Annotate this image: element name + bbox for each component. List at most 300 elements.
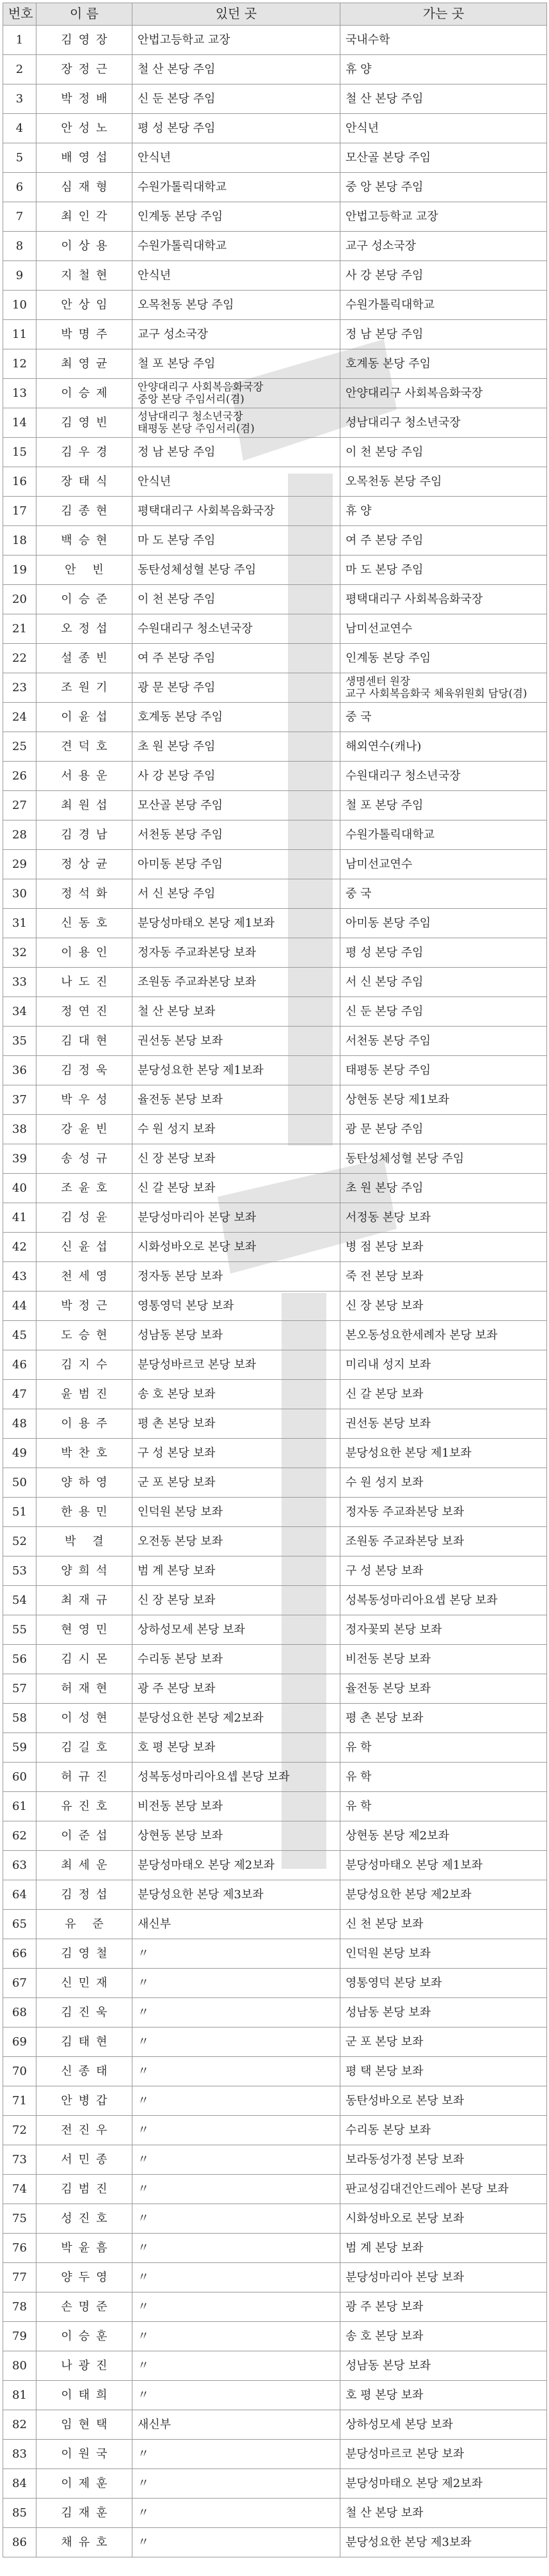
cell-new-post: 구 성 본당 보좌 xyxy=(340,1556,547,1586)
table-row xyxy=(3,1851,547,1880)
cell-new-post: 율전동 본당 보좌 xyxy=(340,1674,547,1704)
table-row xyxy=(3,1292,547,1321)
assignment-sheet xyxy=(3,3,546,2557)
cell-new-post: 철 포 본당 주임 xyxy=(340,791,547,820)
table-row xyxy=(3,143,547,173)
table-row xyxy=(3,2116,547,2145)
cell-number: 56 xyxy=(3,1645,36,1674)
table-row xyxy=(3,673,547,703)
cell-number: 10 xyxy=(3,291,36,320)
cell-name: 한용민 xyxy=(36,1498,132,1527)
cell-name: 정석화 xyxy=(36,879,132,909)
cell-previous-post: 송 호 본당 보좌 xyxy=(132,1380,340,1409)
cell-new-post: 비전동 본당 보좌 xyxy=(340,1645,547,1674)
cell-previous-post: 모산골 본당 주임 xyxy=(132,791,340,820)
cell-name: 윤범진 xyxy=(36,1380,132,1409)
cell-previous-post: 구 성 본당 보좌 xyxy=(132,1439,340,1468)
table-row xyxy=(3,202,547,232)
cell-previous-post: 수원가톨릭대학교 xyxy=(132,232,340,261)
cell-new-post: 휴 양 xyxy=(340,55,547,84)
table-row xyxy=(3,1880,547,1910)
cell-name: 김범진 xyxy=(36,2175,132,2204)
cell-number: 38 xyxy=(3,1115,36,1144)
cell-name: 유 준 xyxy=(36,1910,132,1939)
table-row xyxy=(3,1998,547,2028)
cell-previous-post: 분당성요한 본당 제1보좌 xyxy=(132,1056,340,1085)
cell-new-post: 모산골 본당 주임 xyxy=(340,143,547,173)
cell-previous-post: 〃 xyxy=(132,2292,340,2322)
table-row xyxy=(3,1174,547,1203)
cell-name: 김영빈 xyxy=(36,408,132,438)
cell-new-post: 초 원 본당 주임 xyxy=(340,1174,547,1203)
cell-number: 75 xyxy=(3,2204,36,2234)
cell-new-post: 생명센터 원장 교구 사회복음화국 체육위원회 담당(겸) xyxy=(340,673,547,703)
cell-number: 21 xyxy=(3,614,36,644)
cell-name: 이성현 xyxy=(36,1704,132,1733)
cell-new-post: 판교성김대건안드레아 본당 보좌 xyxy=(340,2175,547,2204)
table-row xyxy=(3,1321,547,1350)
cell-name: 신윤섭 xyxy=(36,1233,132,1262)
cell-previous-post: 철 산 본당 주임 xyxy=(132,55,340,84)
cell-number: 9 xyxy=(3,261,36,291)
cell-number: 67 xyxy=(3,1969,36,1998)
cell-new-post: 안식년 xyxy=(340,114,547,143)
cell-previous-post: 〃 xyxy=(132,2116,340,2145)
cell-name: 천세영 xyxy=(36,1262,132,1292)
cell-number: 81 xyxy=(3,2381,36,2410)
cell-number: 22 xyxy=(3,644,36,673)
cell-previous-post: 새신부 xyxy=(132,1910,340,1939)
table-row xyxy=(3,556,547,585)
cell-name: 박우성 xyxy=(36,1085,132,1115)
table-row xyxy=(3,526,547,556)
table-row xyxy=(3,614,547,644)
cell-previous-post: 분당성마태오 본당 제1보좌 xyxy=(132,909,340,938)
cell-name: 성진호 xyxy=(36,2204,132,2234)
cell-previous-post: 이 천 본당 주임 xyxy=(132,585,340,614)
table-row xyxy=(3,1939,547,1969)
cell-number: 3 xyxy=(3,84,36,114)
cell-name: 안병갑 xyxy=(36,2086,132,2116)
cell-name: 정연진 xyxy=(36,997,132,1027)
cell-new-post: 안양대리구 사회복음화국장 xyxy=(340,379,547,408)
table-row xyxy=(3,1027,547,1056)
cell-number: 72 xyxy=(3,2116,36,2145)
cell-number: 20 xyxy=(3,585,36,614)
cell-name: 이용주 xyxy=(36,1409,132,1439)
cell-previous-post: 수원대리구 청소년국장 xyxy=(132,614,340,644)
cell-name: 박정근 xyxy=(36,1292,132,1321)
cell-new-post: 죽 전 본당 보좌 xyxy=(340,1262,547,1292)
cell-new-post: 사 강 본당 주임 xyxy=(340,261,547,291)
cell-new-post: 교구 성소국장 xyxy=(340,232,547,261)
cell-new-post: 시화성바오로 본당 보좌 xyxy=(340,2204,547,2234)
cell-number: 68 xyxy=(3,1998,36,2028)
table-row xyxy=(3,232,547,261)
cell-name: 신민재 xyxy=(36,1969,132,1998)
cell-previous-post: 호계동 본당 주임 xyxy=(132,703,340,732)
table-row xyxy=(3,408,547,438)
cell-new-post: 성복동성마리아요셉 본당 보좌 xyxy=(340,1586,547,1615)
cell-name: 배영섭 xyxy=(36,143,132,173)
cell-number: 29 xyxy=(3,850,36,879)
table-row xyxy=(3,2057,547,2086)
cell-number: 42 xyxy=(3,1233,36,1262)
table-row xyxy=(3,1527,547,1556)
cell-name: 나광진 xyxy=(36,2351,132,2381)
table-row xyxy=(3,2234,547,2263)
cell-number: 49 xyxy=(3,1439,36,1468)
cell-new-post: 마 도 본당 주임 xyxy=(340,556,547,585)
cell-new-post: 평 성 본당 주임 xyxy=(340,938,547,968)
table-row xyxy=(3,1115,547,1144)
cell-name: 조윤호 xyxy=(36,1174,132,1203)
cell-previous-post: 〃 xyxy=(132,2234,340,2263)
cell-new-post: 아미동 본당 주임 xyxy=(340,909,547,938)
table-row xyxy=(3,997,547,1027)
cell-number: 35 xyxy=(3,1027,36,1056)
cell-number: 6 xyxy=(3,173,36,202)
cell-previous-post: 오전동 본당 보좌 xyxy=(132,1527,340,1556)
table-row xyxy=(3,320,547,349)
cell-number: 64 xyxy=(3,1880,36,1910)
cell-name: 김시몬 xyxy=(36,1645,132,1674)
cell-name: 지철현 xyxy=(36,261,132,291)
cell-new-post: 안법고등학교 교장 xyxy=(340,202,547,232)
cell-previous-post: 인계동 본당 주임 xyxy=(132,202,340,232)
table-row xyxy=(3,261,547,291)
cell-number: 25 xyxy=(3,732,36,762)
cell-previous-post: 신 둔 본당 주임 xyxy=(132,84,340,114)
cell-new-post: 서천동 본당 주임 xyxy=(340,1027,547,1056)
table-row xyxy=(3,2322,547,2351)
cell-new-post: 수원가톨릭대학교 xyxy=(340,820,547,850)
cell-new-post: 분당성요한 본당 제1보좌 xyxy=(340,1439,547,1468)
cell-new-post: 성남대리구 청소년국장 xyxy=(340,408,547,438)
cell-new-post: 조원동 주교좌본당 보좌 xyxy=(340,1527,547,1556)
header-row xyxy=(3,3,547,26)
cell-number: 76 xyxy=(3,2234,36,2263)
cell-new-post: 국내수학 xyxy=(340,26,547,55)
cell-name: 김재훈 xyxy=(36,2499,132,2528)
cell-name: 현영민 xyxy=(36,1615,132,1645)
table-row xyxy=(3,84,547,114)
table-row xyxy=(3,938,547,968)
cell-name: 허재현 xyxy=(36,1674,132,1704)
header-new-post: 가는 곳 xyxy=(340,3,547,26)
cell-new-post: 휴 양 xyxy=(340,497,547,526)
cell-number: 85 xyxy=(3,2499,36,2528)
cell-name: 김진욱 xyxy=(36,1998,132,2028)
table-row xyxy=(3,497,547,526)
cell-number: 69 xyxy=(3,2028,36,2057)
cell-previous-post: 〃 xyxy=(132,2086,340,2116)
cell-previous-post: 광 문 본당 주임 xyxy=(132,673,340,703)
table-row xyxy=(3,732,547,762)
cell-previous-post: 광 주 본당 보좌 xyxy=(132,1674,340,1704)
cell-name: 이상용 xyxy=(36,232,132,261)
cell-previous-post: 수원가톨릭대학교 xyxy=(132,173,340,202)
table-row xyxy=(3,1409,547,1439)
table-body xyxy=(3,26,547,2557)
table-row xyxy=(3,850,547,879)
cell-previous-post: 수 원 성지 보좌 xyxy=(132,1115,340,1144)
cell-name: 임현택 xyxy=(36,2410,132,2440)
cell-name: 이승제 xyxy=(36,379,132,408)
cell-name: 서민종 xyxy=(36,2145,132,2175)
cell-number: 8 xyxy=(3,232,36,261)
cell-name: 김종현 xyxy=(36,497,132,526)
cell-name: 최원섭 xyxy=(36,791,132,820)
table-row xyxy=(3,2499,547,2528)
cell-previous-post: 정자동 본당 보좌 xyxy=(132,1262,340,1292)
cell-new-post: 분당성마리아 본당 보좌 xyxy=(340,2263,547,2292)
cell-new-post: 태평동 본당 주임 xyxy=(340,1056,547,1085)
cell-name: 김경남 xyxy=(36,820,132,850)
cell-new-post: 여 주 본당 주임 xyxy=(340,526,547,556)
table-row xyxy=(3,349,547,379)
cell-new-post: 권선동 본당 보좌 xyxy=(340,1409,547,1439)
cell-name: 조원기 xyxy=(36,673,132,703)
cell-name: 심재형 xyxy=(36,173,132,202)
table-row xyxy=(3,909,547,938)
cell-previous-post: 분당성요한 본당 제2보좌 xyxy=(132,1704,340,1733)
cell-new-post: 수원가톨릭대학교 xyxy=(340,291,547,320)
cell-previous-post: 범 계 본당 보좌 xyxy=(132,1556,340,1586)
table-row xyxy=(3,968,547,997)
cell-number: 86 xyxy=(3,2528,36,2557)
table-row xyxy=(3,1586,547,1615)
table-row xyxy=(3,26,547,55)
table-row xyxy=(3,791,547,820)
cell-number: 36 xyxy=(3,1056,36,1085)
table-row xyxy=(3,291,547,320)
table-row xyxy=(3,2204,547,2234)
cell-new-post: 광 주 본당 보좌 xyxy=(340,2292,547,2322)
table-row xyxy=(3,1910,547,1939)
cell-previous-post: 초 원 본당 주임 xyxy=(132,732,340,762)
cell-previous-post: 신 장 본당 보좌 xyxy=(132,1586,340,1615)
cell-number: 26 xyxy=(3,762,36,791)
cell-previous-post: 〃 xyxy=(132,2175,340,2204)
table-header xyxy=(3,3,547,26)
cell-new-post: 군 포 본당 보좌 xyxy=(340,2028,547,2057)
cell-number: 60 xyxy=(3,1763,36,1792)
cell-name: 김성윤 xyxy=(36,1203,132,1233)
table-row xyxy=(3,1615,547,1645)
cell-previous-post: 서 신 본당 주임 xyxy=(132,879,340,909)
cell-new-post: 병 점 본당 보좌 xyxy=(340,1233,547,1262)
cell-name: 허규진 xyxy=(36,1763,132,1792)
table-row xyxy=(3,585,547,614)
cell-previous-post: 상현동 본당 보좌 xyxy=(132,1821,340,1851)
cell-previous-post: 분당성마태오 본당 제2보좌 xyxy=(132,1851,340,1880)
cell-new-post: 평 택 본당 보좌 xyxy=(340,2057,547,2086)
cell-new-post: 이 천 본당 주임 xyxy=(340,438,547,467)
cell-number: 80 xyxy=(3,2351,36,2381)
cell-new-post: 성남동 본당 보좌 xyxy=(340,1998,547,2028)
cell-number: 73 xyxy=(3,2145,36,2175)
cell-name: 박윤흠 xyxy=(36,2234,132,2263)
cell-previous-post: 평 촌 본당 보좌 xyxy=(132,1409,340,1439)
cell-number: 27 xyxy=(3,791,36,820)
cell-new-post: 신 천 본당 보좌 xyxy=(340,1910,547,1939)
cell-name: 김정욱 xyxy=(36,1056,132,1085)
cell-number: 44 xyxy=(3,1292,36,1321)
cell-previous-post: 평 성 본당 주임 xyxy=(132,114,340,143)
cell-name: 신종태 xyxy=(36,2057,132,2086)
table-row xyxy=(3,1821,547,1851)
table-row xyxy=(3,1380,547,1409)
cell-previous-post: 〃 xyxy=(132,1939,340,1969)
cell-previous-post: 정 남 본당 주임 xyxy=(132,438,340,467)
cell-previous-post: 호 평 본당 보좌 xyxy=(132,1733,340,1763)
cell-name: 안 빈 xyxy=(36,556,132,585)
cell-name: 김대현 xyxy=(36,1027,132,1056)
table-row xyxy=(3,1439,547,1468)
cell-previous-post: 〃 xyxy=(132,2440,340,2469)
table-row xyxy=(3,1733,547,1763)
cell-number: 61 xyxy=(3,1792,36,1821)
cell-name: 이원국 xyxy=(36,2440,132,2469)
cell-previous-post: 〃 xyxy=(132,2204,340,2234)
cell-name: 김우경 xyxy=(36,438,132,467)
table-row xyxy=(3,1792,547,1821)
cell-number: 82 xyxy=(3,2410,36,2440)
cell-previous-post: 아미동 본당 주임 xyxy=(132,850,340,879)
cell-previous-post: 분당성바르코 본당 보좌 xyxy=(132,1350,340,1380)
cell-new-post: 범 계 본당 보좌 xyxy=(340,2234,547,2263)
cell-number: 28 xyxy=(3,820,36,850)
cell-name: 손명준 xyxy=(36,2292,132,2322)
cell-new-post: 신 둔 본당 주임 xyxy=(340,997,547,1027)
cell-new-post: 분당성마르코 본당 보좌 xyxy=(340,2440,547,2469)
cell-previous-post: 안양대리구 사회복음화국장 중앙 본당 주임서리(겸) xyxy=(132,379,340,408)
cell-name: 정상균 xyxy=(36,850,132,879)
cell-new-post: 분당성요한 본당 제2보좌 xyxy=(340,1880,547,1910)
cell-new-post: 평 촌 본당 보좌 xyxy=(340,1704,547,1733)
cell-previous-post: 〃 xyxy=(132,2057,340,2086)
cell-name: 양하영 xyxy=(36,1468,132,1498)
cell-name: 장정근 xyxy=(36,55,132,84)
table-row xyxy=(3,2351,547,2381)
cell-new-post: 중 국 xyxy=(340,703,547,732)
cell-previous-post: 〃 xyxy=(132,1998,340,2028)
cell-name: 유진호 xyxy=(36,1792,132,1821)
table-row xyxy=(3,1262,547,1292)
cell-previous-post: 분당성요한 본당 제3보좌 xyxy=(132,1880,340,1910)
table-row xyxy=(3,2175,547,2204)
cell-name: 안상임 xyxy=(36,291,132,320)
cell-number: 57 xyxy=(3,1674,36,1704)
cell-name: 이승준 xyxy=(36,585,132,614)
header-number: 번호 xyxy=(3,3,36,26)
cell-number: 83 xyxy=(3,2440,36,2469)
cell-new-post: 정자동 주교좌본당 보좌 xyxy=(340,1498,547,1527)
cell-previous-post: 마 도 본당 주임 xyxy=(132,526,340,556)
table-row xyxy=(3,762,547,791)
table-row xyxy=(3,2469,547,2499)
cell-number: 84 xyxy=(3,2469,36,2499)
table-row xyxy=(3,1056,547,1085)
table-row xyxy=(3,1203,547,1233)
table-row xyxy=(3,2528,547,2557)
table-row xyxy=(3,438,547,467)
cell-name: 이윤섭 xyxy=(36,703,132,732)
cell-number: 16 xyxy=(3,467,36,497)
cell-previous-post: 철 포 본당 주임 xyxy=(132,349,340,379)
cell-previous-post: 신 장 본당 보좌 xyxy=(132,1144,340,1174)
cell-new-post: 수원대리구 청소년국장 xyxy=(340,762,547,791)
cell-new-post: 분당성요한 본당 제3보좌 xyxy=(340,2528,547,2557)
cell-previous-post: 상하성모세 본당 보좌 xyxy=(132,1615,340,1645)
table-row xyxy=(3,1556,547,1586)
cell-previous-post: 비전동 본당 보좌 xyxy=(132,1792,340,1821)
table-row xyxy=(3,1704,547,1733)
cell-number: 32 xyxy=(3,938,36,968)
table-row xyxy=(3,1763,547,1792)
cell-new-post: 서정동 본당 보좌 xyxy=(340,1203,547,1233)
cell-previous-post: 〃 xyxy=(132,2528,340,2557)
cell-number: 11 xyxy=(3,320,36,349)
cell-name: 양두영 xyxy=(36,2263,132,2292)
cell-number: 39 xyxy=(3,1144,36,1174)
cell-number: 66 xyxy=(3,1939,36,1969)
table-row xyxy=(3,2410,547,2440)
table-row xyxy=(3,173,547,202)
assignment-table xyxy=(3,3,547,2557)
cell-number: 40 xyxy=(3,1174,36,1203)
cell-previous-post: 성복동성마리아요셉 본당 보좌 xyxy=(132,1763,340,1792)
cell-name: 송성규 xyxy=(36,1144,132,1174)
cell-number: 62 xyxy=(3,1821,36,1851)
cell-number: 30 xyxy=(3,879,36,909)
cell-new-post: 유 학 xyxy=(340,1763,547,1792)
cell-name: 이태희 xyxy=(36,2381,132,2410)
cell-new-post: 동탄성바오로 본당 보좌 xyxy=(340,2086,547,2116)
cell-new-post: 인계동 본당 주임 xyxy=(340,644,547,673)
table-row xyxy=(3,2440,547,2469)
cell-new-post: 수리동 본당 보좌 xyxy=(340,2116,547,2145)
cell-number: 2 xyxy=(3,55,36,84)
table-row xyxy=(3,879,547,909)
cell-previous-post: 안식년 xyxy=(132,143,340,173)
cell-number: 59 xyxy=(3,1733,36,1763)
cell-number: 14 xyxy=(3,408,36,438)
cell-number: 4 xyxy=(3,114,36,143)
cell-name: 박정배 xyxy=(36,84,132,114)
cell-name: 최인각 xyxy=(36,202,132,232)
table-row xyxy=(3,1085,547,1115)
cell-number: 7 xyxy=(3,202,36,232)
cell-name: 이승훈 xyxy=(36,2322,132,2351)
cell-previous-post: 오목천동 본당 주임 xyxy=(132,291,340,320)
cell-name: 최재규 xyxy=(36,1586,132,1615)
cell-previous-post: 〃 xyxy=(132,2351,340,2381)
cell-number: 1 xyxy=(3,26,36,55)
cell-number: 58 xyxy=(3,1704,36,1733)
cell-number: 19 xyxy=(3,556,36,585)
cell-new-post: 중 앙 본당 주임 xyxy=(340,173,547,202)
cell-previous-post: 조원동 주교좌본당 보좌 xyxy=(132,968,340,997)
cell-name: 김길호 xyxy=(36,1733,132,1763)
cell-number: 70 xyxy=(3,2057,36,2086)
table-row xyxy=(3,2028,547,2057)
cell-name: 박명주 xyxy=(36,320,132,349)
cell-name: 박찬호 xyxy=(36,1439,132,1468)
cell-name: 나도진 xyxy=(36,968,132,997)
cell-name: 서용운 xyxy=(36,762,132,791)
